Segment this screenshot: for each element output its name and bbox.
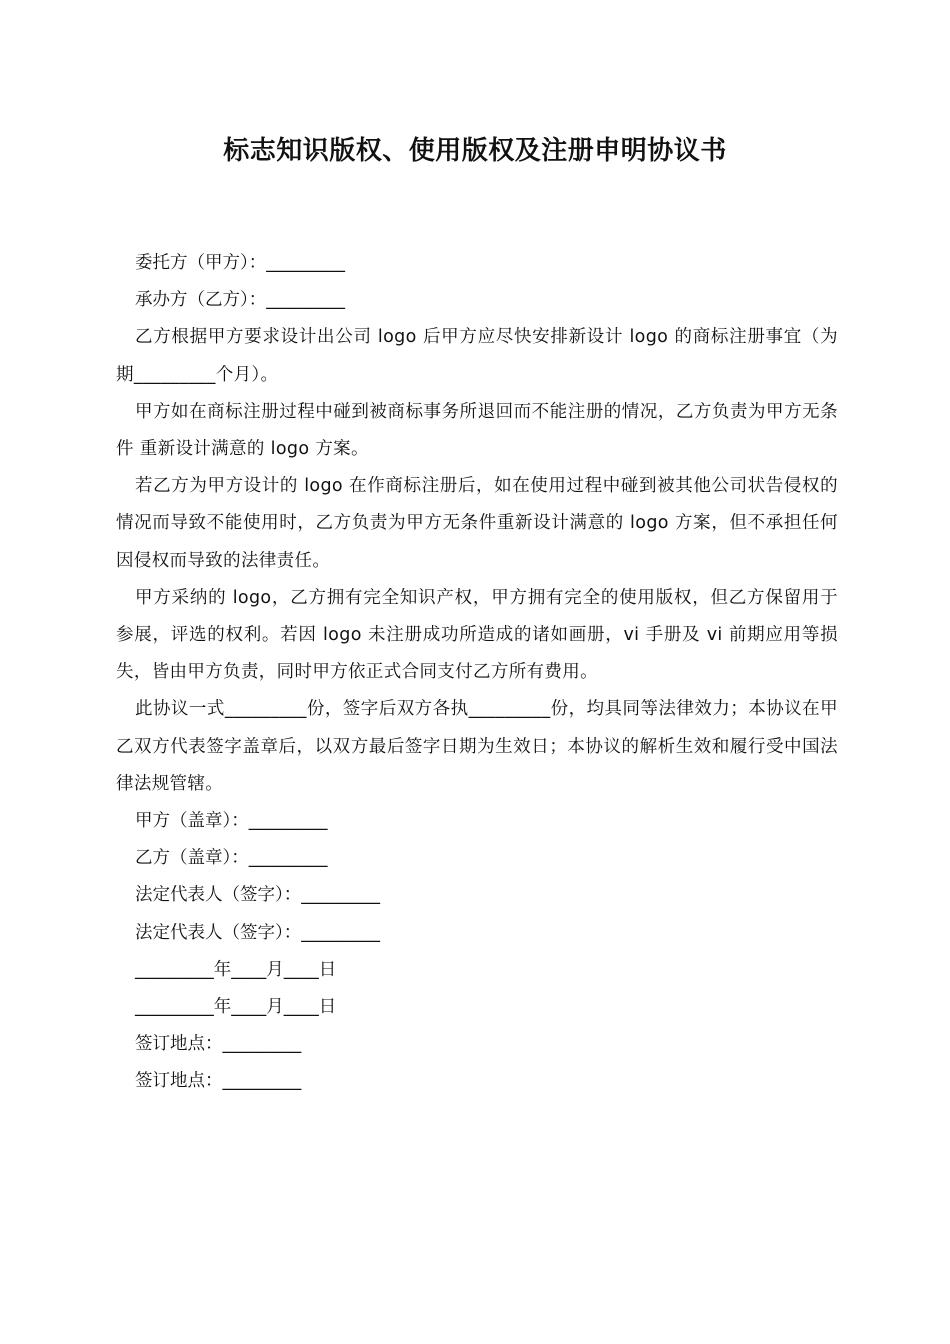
signing-place-line: 签订地点：_________ xyxy=(135,1034,302,1055)
date-line: _________年____月____日 xyxy=(135,959,337,980)
paragraph-rejection: 甲方如在商标注册过程中碰到被商标事务所退回而不能注册的情况，乙方负责为甲方无条件 重新设计满意的 logo 方案。 xyxy=(116,401,838,460)
party-b-seal-line: 乙方（盖章）：_________ xyxy=(135,848,328,869)
paragraph-registration: 乙方根据甲方要求设计出公司 logo 后甲方应尽快安排新设计 logo 的商标注册事宜（为期_________个月）。 xyxy=(116,327,838,385)
signing-place-line: 签订地点：_________ xyxy=(135,1071,302,1092)
party-a-seal-line: 甲方（盖章）：_________ xyxy=(135,811,328,832)
paragraph-validity: 此协议一式_________份，签字后双方各执_________份，均具同等法律效力；本协议在甲乙双方代表签字盖章后，以双方最后签字日期为生效日；本协议的解析生效和履行受中国法律法规管辖。 xyxy=(116,699,838,794)
legal-rep-signature-line: 法定代表人（签字）：_________ xyxy=(135,885,380,906)
client-party-line: 委托方（甲方）：_________ xyxy=(135,253,345,273)
date-line: _________年____月____日 xyxy=(135,997,337,1018)
document-title: 标志知识版权、使用版权及注册申明协议书 xyxy=(223,136,727,166)
contractor-party-line: 承办方（乙方）：_________ xyxy=(135,290,345,311)
paragraph-infringement: 若乙方为甲方设计的 logo 在作商标注册后，如在使用过程中碰到被其他公司状告侵权的情况而导致不能使用时，乙方负责为甲方无条件重新设计满意的 logo 方案，但不承担任何因侵权而导致的法律责任。 xyxy=(116,476,838,571)
legal-rep-signature-line: 法定代表人（签字）：_________ xyxy=(135,922,380,943)
paragraph-copyright: 甲方采纳的 logo，乙方拥有完全知识产权，甲方拥有完全的使用版权，但乙方保留用于参展，评选的权利。若因 logo 未注册成功所造成的诸如画册，vi 手册及 vi 前期应用等损失，皆由甲方负责，同时甲方依正式合同支付乙方所有费用。 xyxy=(116,587,838,683)
document-body xyxy=(116,245,838,1101)
